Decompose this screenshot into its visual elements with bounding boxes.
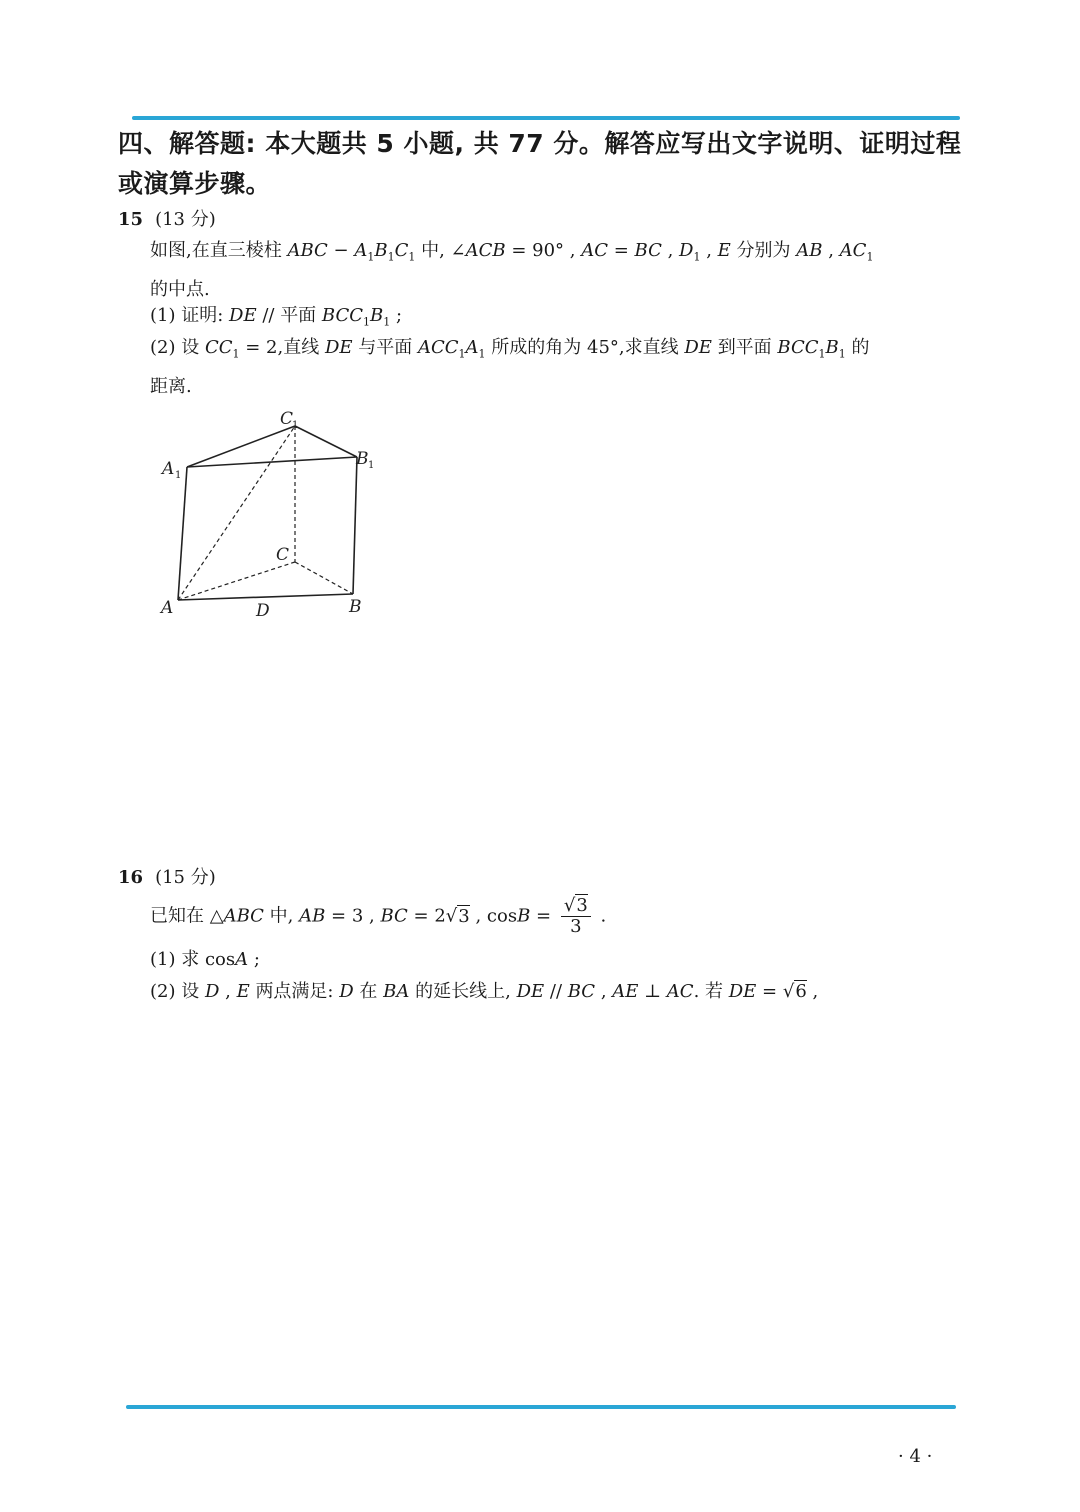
- label-A1: A: [162, 459, 175, 479]
- q16-stem-lead: 已知在: [150, 905, 204, 927]
- edge-B1B: [353, 457, 357, 594]
- label-A1-sub: 1: [175, 470, 182, 481]
- label-A: A: [161, 598, 174, 618]
- q15-part1-label: (1) 证明:: [150, 305, 224, 326]
- edge-AC: [178, 562, 295, 600]
- q16-part1-text: (1) 求 cos: [150, 949, 236, 970]
- q15-part1: (1) 证明: DE // 平面 $BCC_1B_1$ ;: [150, 305, 403, 329]
- edge-C1B1: [295, 426, 357, 457]
- q15-part2-label: (2) 设: [150, 337, 200, 358]
- top-rule: [132, 116, 960, 120]
- label-B1-sub: 1: [368, 460, 375, 471]
- q15-part1-tail: 平面: [280, 305, 317, 326]
- page-number: · 4 ·: [898, 1446, 933, 1467]
- q15-part2-mid2: 与平面: [358, 337, 413, 358]
- q15-part2-mid3: 所成的角为 45°,求直线: [491, 337, 679, 358]
- label-C1: C: [280, 409, 294, 429]
- cosB-fraction: $\frac{√3}{3}$: [561, 896, 591, 937]
- edge-A1A: [178, 467, 187, 600]
- label-B: B: [349, 597, 362, 617]
- q16-number: 16: [118, 867, 144, 888]
- bottom-rule: [126, 1405, 956, 1409]
- q15-stem: 如图,在直三棱柱 ABC − $A_1B_1C_1$ 中, ∠ACB = 90° , AC = BC , $D_1$ , E 分别为 AB , $AC_1$ 的中点.: [150, 240, 874, 300]
- q16-points: (15 分): [155, 867, 216, 888]
- q16-stem: 已知在 △ABC 中, AB = 3 , BC = 2√3 , cosB = $\frac{√3}{3}$ .: [150, 895, 607, 937]
- edge-A1B1: [187, 457, 357, 467]
- q16-part1: (1) 求 cosA ;: [150, 949, 260, 970]
- q15-points: (13 分): [155, 209, 216, 230]
- q16-part2-text2: 在: [359, 981, 378, 1002]
- q15-part2-mid: ,直线: [277, 337, 320, 358]
- q15-part2: (2) 设 $CC_1 = 2$,直线 DE 与平面 $ACC_1A_1$ 所成的角为 45°,求直线 DE 到平面 $BCC_1B_1$ 的 距离.: [150, 337, 870, 397]
- prism-figure: [150, 400, 390, 630]
- edge-AB: [178, 594, 353, 600]
- q16-part2: (2) 设 D , E 两点满足: D 在 BA 的延长线上, DE // BC , AE ⊥ AC. 若 DE = √6 ,: [150, 981, 819, 1002]
- section-heading: 四、解答题: 本大题共 5 小题, 共 77 分。解答应写出文字说明、证明过程或演算步骤。: [118, 129, 962, 198]
- label-B1: B: [356, 449, 369, 469]
- edge-AC1: [178, 426, 295, 600]
- q16-part2-label: (2) 设: [150, 981, 200, 1002]
- label-D: D: [256, 601, 270, 621]
- edge-CB: [295, 562, 353, 594]
- q15-header: [118, 205, 216, 231]
- q15-number: 15: [118, 209, 144, 230]
- q15-stem-intro: 如图,在直三棱柱: [150, 240, 282, 261]
- label-C1-sub: 1: [292, 420, 299, 431]
- q16-part2-text4: . 若: [693, 981, 724, 1002]
- q16-part2-text3: 的延长线上,: [415, 981, 511, 1002]
- q16-part2-text: 两点满足:: [255, 981, 334, 1002]
- label-C: C: [276, 545, 290, 565]
- q15-part2-mid4: 到平面: [717, 337, 772, 358]
- q16-header: [118, 863, 216, 889]
- q15-stem-tail: 的中点.: [150, 278, 210, 300]
